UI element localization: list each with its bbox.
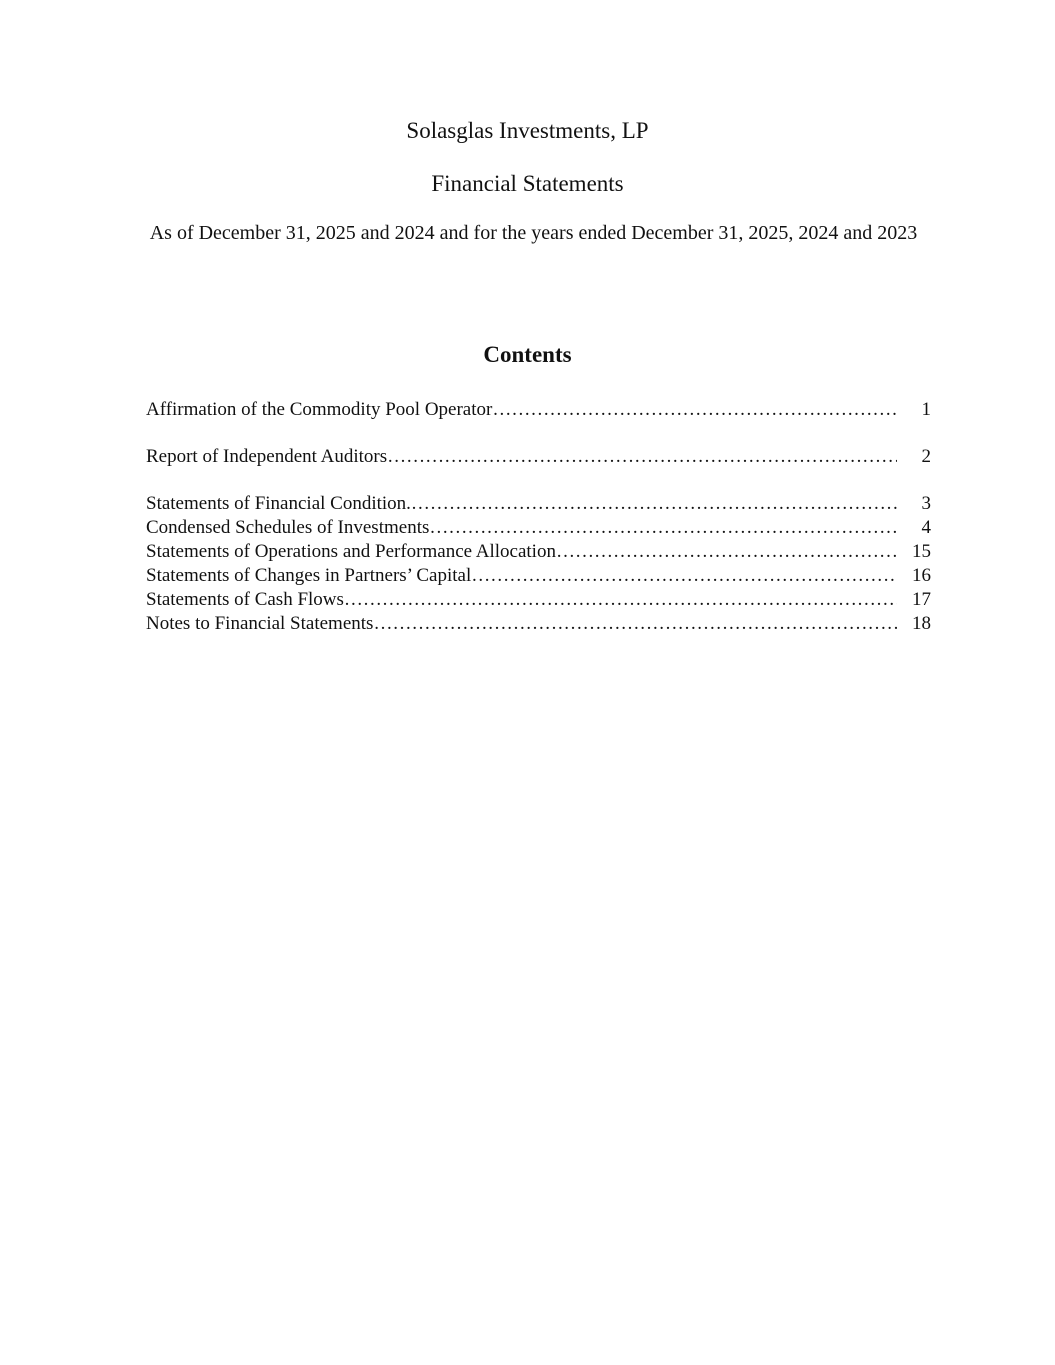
toc-entry-label: Statements of Operations and Performance Allocation [146, 541, 556, 562]
toc-dot-leader [411, 492, 897, 516]
toc-dot-leader [344, 588, 897, 612]
toc-entry-label: Affirmation of the Commodity Pool Operator [146, 399, 493, 420]
toc-entry [146, 445, 931, 469]
toc-entry-page: 17 [912, 589, 931, 610]
reporting-period: As of December 31, 2025 and 2024 and for the years ended December 31, 2025, 2024 and 2023 [149, 222, 918, 244]
toc-entry-page: 3 [921, 493, 931, 514]
toc-entry [146, 398, 931, 422]
toc-dot-leader [471, 564, 897, 588]
toc-entry [146, 540, 931, 564]
toc-entry [146, 516, 931, 540]
toc-entry-page: 2 [921, 446, 931, 467]
toc-entry [146, 588, 931, 612]
toc-dot-leader [556, 540, 897, 564]
toc-entry-page: 18 [912, 613, 931, 634]
toc-entry [146, 492, 931, 516]
toc-entry-label: Statements of Financial Condition. [146, 493, 411, 514]
toc-entry [146, 564, 931, 588]
toc-dot-leader [429, 516, 897, 540]
toc-entry-page: 4 [921, 517, 931, 538]
toc-entry [146, 612, 931, 636]
contents-heading: Contents [483, 342, 572, 367]
toc-dot-leader [373, 612, 897, 636]
toc-entry-page: 16 [912, 565, 931, 586]
toc-entry-label: Report of Independent Auditors [146, 446, 388, 467]
table-of-contents [146, 398, 931, 636]
toc-dot-leader [387, 445, 897, 469]
toc-dot-leader [492, 398, 897, 422]
company-name: Solasglas Investments, LP [406, 118, 649, 143]
toc-entry-page: 15 [912, 541, 931, 562]
toc-entry-label: Condensed Schedules of Investments [146, 517, 430, 538]
toc-entry-label: Statements of Changes in Partners’ Capital [146, 565, 472, 586]
toc-entry-label: Statements of Cash Flows [146, 589, 344, 610]
toc-entry-page: 1 [921, 399, 931, 420]
toc-entry-label: Notes to Financial Statements [146, 613, 374, 634]
document-title: Financial Statements [431, 171, 624, 196]
